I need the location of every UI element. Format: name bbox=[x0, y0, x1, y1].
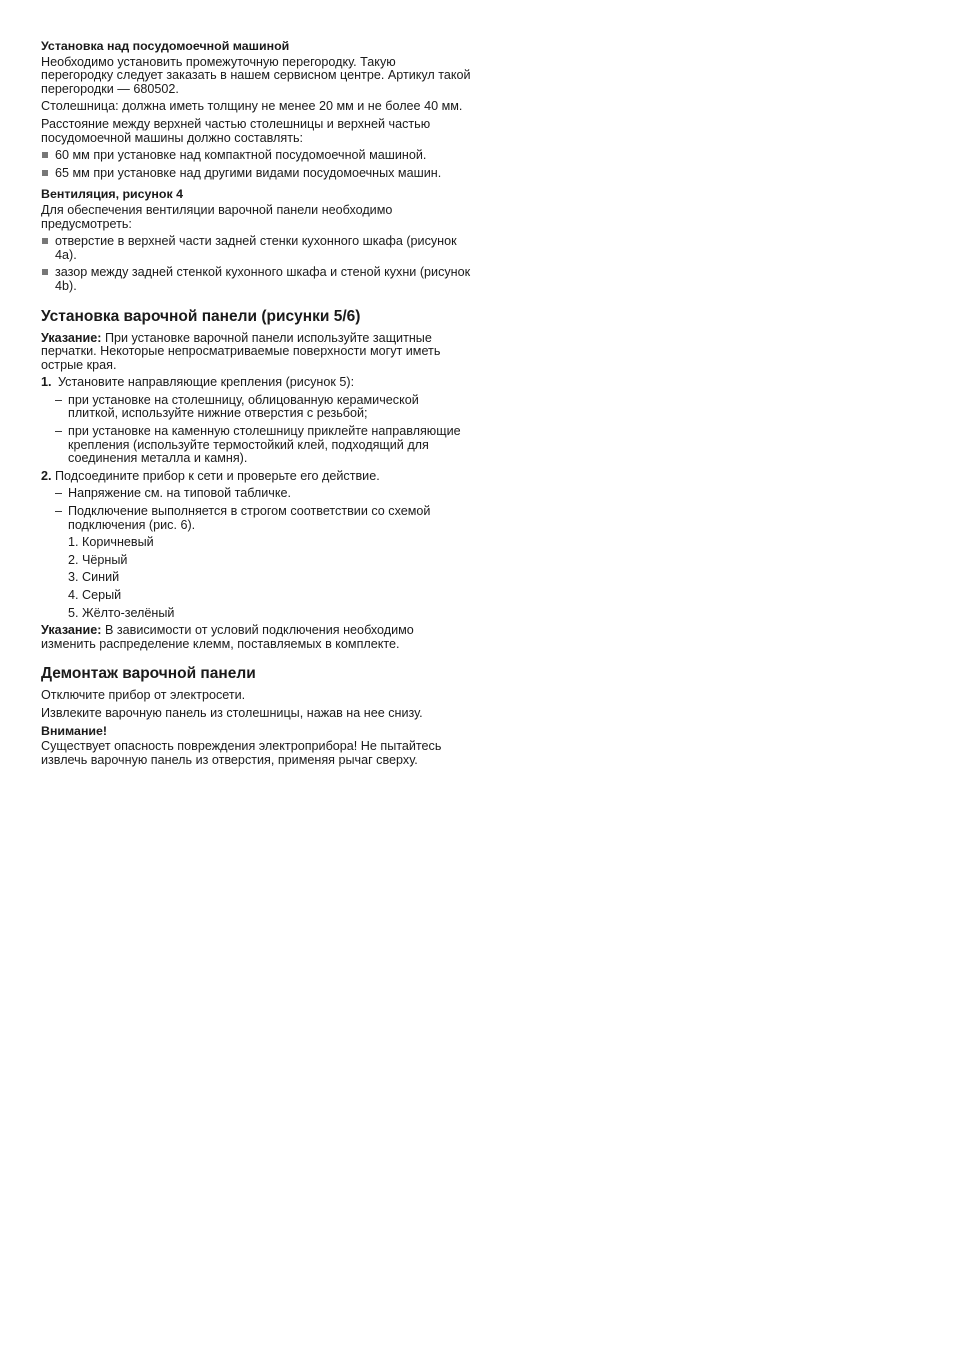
note-label: Указание: bbox=[41, 623, 102, 638]
square-bullet-icon bbox=[42, 152, 48, 158]
step-item bbox=[41, 376, 471, 390]
note-text: В зависимости от условий подключения необходимо изменить распределение клемм, поставляемых в комплекте. bbox=[41, 623, 414, 651]
step-item bbox=[41, 470, 471, 484]
dash-marker: – bbox=[55, 392, 63, 407]
wire-color-item: 4. Серый bbox=[68, 588, 122, 602]
note-text: При установке варочной панели используйте защитные перчатки. Некоторые непросматриваемые поверхности могут иметь острые края. bbox=[41, 330, 441, 372]
step-number: 1. bbox=[41, 375, 52, 390]
note-label: Указание: bbox=[41, 330, 102, 345]
warning-text: Существует опасность повреждения электроприбора! Не пытайтесь извлечь варочную панель из отверстия, применяя рычаг сверху. bbox=[41, 739, 442, 767]
wire-color-item: 5. Жёлто-зелёный bbox=[68, 605, 175, 620]
heading-removal: Демонтаж варочной панели bbox=[41, 665, 256, 683]
wire-color-item: 1. Коричневый bbox=[68, 535, 154, 550]
square-bullet-icon bbox=[42, 170, 48, 176]
dash-text: Подключение выполняется в строгом соответствии со схемой подключения (рис. 6). bbox=[68, 504, 431, 532]
dash-text: при установке на каменную столешницу приклейте направляющие крепления (используйте термостойкий клей, подходящий для соединения металла и камня). bbox=[68, 424, 461, 466]
dash-item bbox=[41, 487, 471, 501]
dash-marker: – bbox=[55, 424, 63, 439]
wire-color-item: 2. Чёрный bbox=[68, 552, 128, 567]
section-heading-ventilation: Вентиляция, рисунок 4 bbox=[41, 187, 184, 202]
wire-color-item: 3. Синий bbox=[68, 570, 120, 585]
bullet-item bbox=[41, 149, 471, 163]
bullet-text: зазор между задней стенкой кухонного шкафа и стеной кухни (рисунок 4b). bbox=[55, 265, 471, 293]
dash-item bbox=[41, 505, 471, 532]
step-number: 2. bbox=[41, 468, 52, 483]
paragraph: Необходимо установить промежуточную перегородку. Такую перегородку следует заказать в нашем сервисном центре. Артикул такой перегородки — 680502. bbox=[41, 54, 471, 96]
dash-text: Напряжение см. на типовой табличке. bbox=[68, 486, 292, 501]
section-heading-dishwasher: Установка над посудомоечной машиной bbox=[41, 39, 290, 53]
warning-label: Внимание! bbox=[41, 723, 108, 738]
paragraph: Отключите прибор от электросети. bbox=[41, 688, 246, 703]
bullet-item bbox=[41, 266, 471, 293]
bullet-text: 60 мм при установке над компактной посудомоечной машиной. bbox=[55, 148, 427, 163]
square-bullet-icon bbox=[42, 269, 48, 275]
bullet-item bbox=[41, 167, 471, 181]
paragraph: Извлеките варочную панель из столешницы, нажав на нее снизу. bbox=[41, 705, 423, 720]
dash-item bbox=[41, 425, 471, 466]
paragraph: Столешница: должна иметь толщину не менее 20 мм и не более 40 мм. bbox=[41, 99, 463, 114]
document-page bbox=[41, 40, 471, 771]
note-paragraph bbox=[41, 332, 471, 373]
bullet-item bbox=[41, 235, 471, 262]
bullet-text: отверстие в верхней части задней стенки кухонного шкафа (рисунок 4a). bbox=[55, 234, 457, 262]
dash-marker: – bbox=[55, 504, 63, 519]
paragraph: Расстояние между верхней частью столешницы и верхней частью посудомоечной машины должно составлять: bbox=[41, 116, 431, 145]
dash-text: при установке на столешницу, облицованную керамической плиткой, используйте нижние отверстия с резьбой; bbox=[68, 392, 419, 421]
step-text: Подсоедините прибор к сети и проверьте его действие. bbox=[55, 468, 380, 483]
step-text: Установите направляющие крепления (рисунок 5): bbox=[58, 375, 355, 390]
heading-installation: Установка варочной панели (рисунки 5/6) bbox=[41, 307, 361, 325]
note-paragraph bbox=[41, 624, 471, 651]
paragraph: Для обеспечения вентиляции варочной панели необходимо предусмотреть: bbox=[41, 202, 393, 231]
bullet-text: 65 мм при установке над другими видами посудомоечных машин. bbox=[55, 165, 442, 180]
dash-item bbox=[41, 394, 471, 421]
dash-marker: – bbox=[55, 486, 63, 501]
square-bullet-icon bbox=[42, 238, 48, 244]
